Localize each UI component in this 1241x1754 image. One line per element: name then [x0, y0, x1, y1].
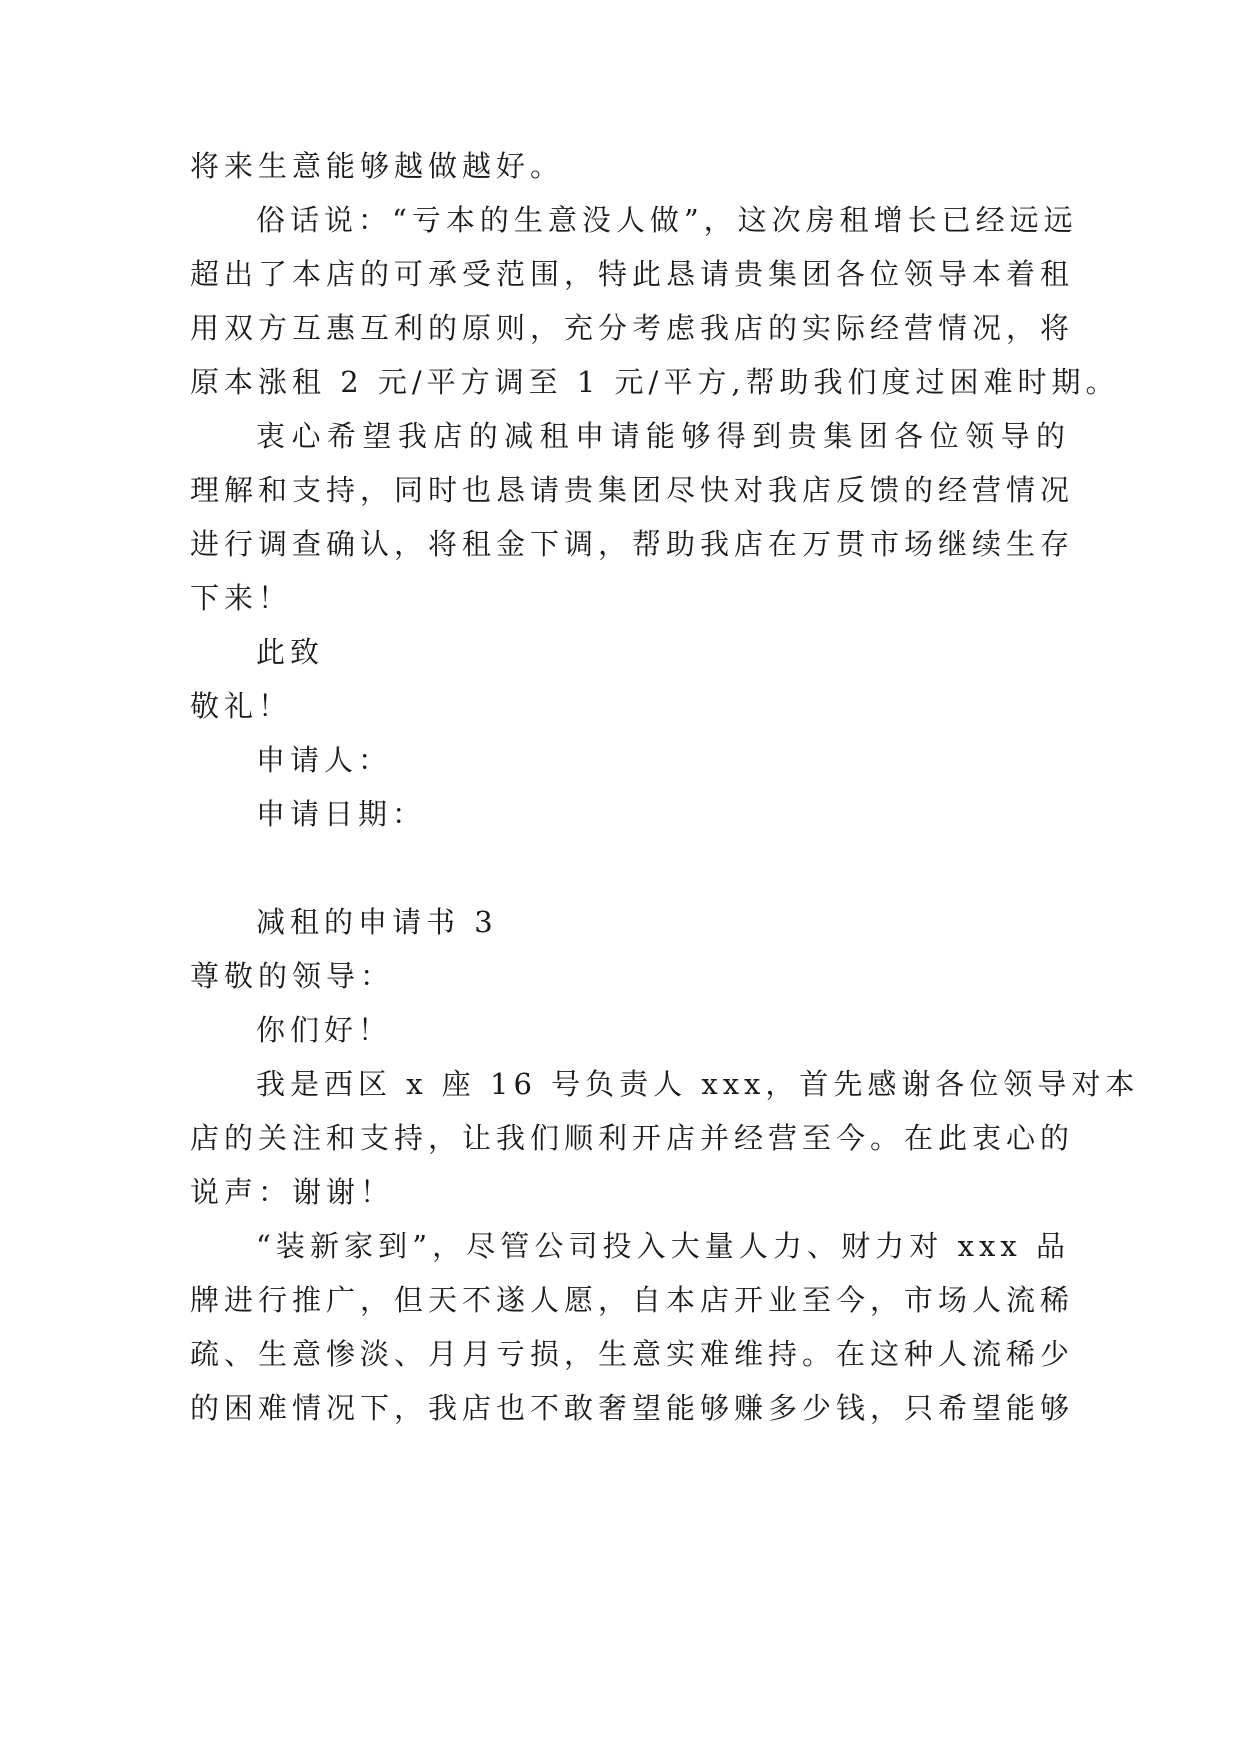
closing-regards: 敬礼！: [190, 689, 293, 723]
text-line: 进行调查确认，将租金下调，帮助我店在万贯市场继续生存: [190, 527, 1075, 561]
text-line: 理解和支持，同时也恳请贵集团尽快对我店反馈的经营情况: [190, 473, 1075, 507]
text-line: 疏、生意惨淡、月月亏损，生意实难维持。在这种人流稀少: [190, 1337, 1075, 1371]
text-line: 的困难情况下，我店也不敢奢望能够赚多少钱，只希望能够: [190, 1391, 1075, 1425]
greeting: 尊敬的领导：: [190, 959, 395, 993]
text-line: 我是西区 x 座 16 号负责人 xxx，首先感谢各位领导对本: [256, 1067, 1140, 1101]
text-line: 下来！: [190, 581, 293, 615]
text-line: 原本涨租 2 元/平方调至 1 元/平方,帮助我们度过困难时期。: [190, 365, 1120, 399]
text-line: 衷心希望我店的减租申请能够得到贵集团各位领导的: [256, 419, 1070, 453]
text-line: “装新家到”，尽管公司投入大量人力、财力对 xxx 品: [256, 1229, 1070, 1263]
closing-salutation: 此致: [256, 635, 325, 669]
applicant-label: 申请人：: [256, 743, 393, 777]
greeting-line: 你们好！: [256, 1013, 393, 1047]
text-line: 将来生意能够越做越好。: [190, 149, 565, 183]
text-line: 俗话说：“亏本的生意没人做”，这次房租增长已经远远: [256, 203, 1078, 237]
text-line: 说声：谢谢！: [190, 1175, 395, 1209]
application-date-label: 申请日期：: [256, 797, 427, 831]
section-title: 减租的申请书 3: [256, 905, 498, 939]
text-line: 店的关注和支持，让我们顺利开店并经营至今。在此衷心的: [190, 1121, 1075, 1155]
text-line: 牌进行推广，但天不遂人愿，自本店开业至今，市场人流稀: [190, 1283, 1075, 1317]
text-line: 超出了本店的可承受范围，特此恳请贵集团各位领导本着租: [190, 257, 1075, 291]
text-line: 用双方互惠互利的原则，充分考虑我店的实际经营情况，将: [190, 311, 1075, 345]
